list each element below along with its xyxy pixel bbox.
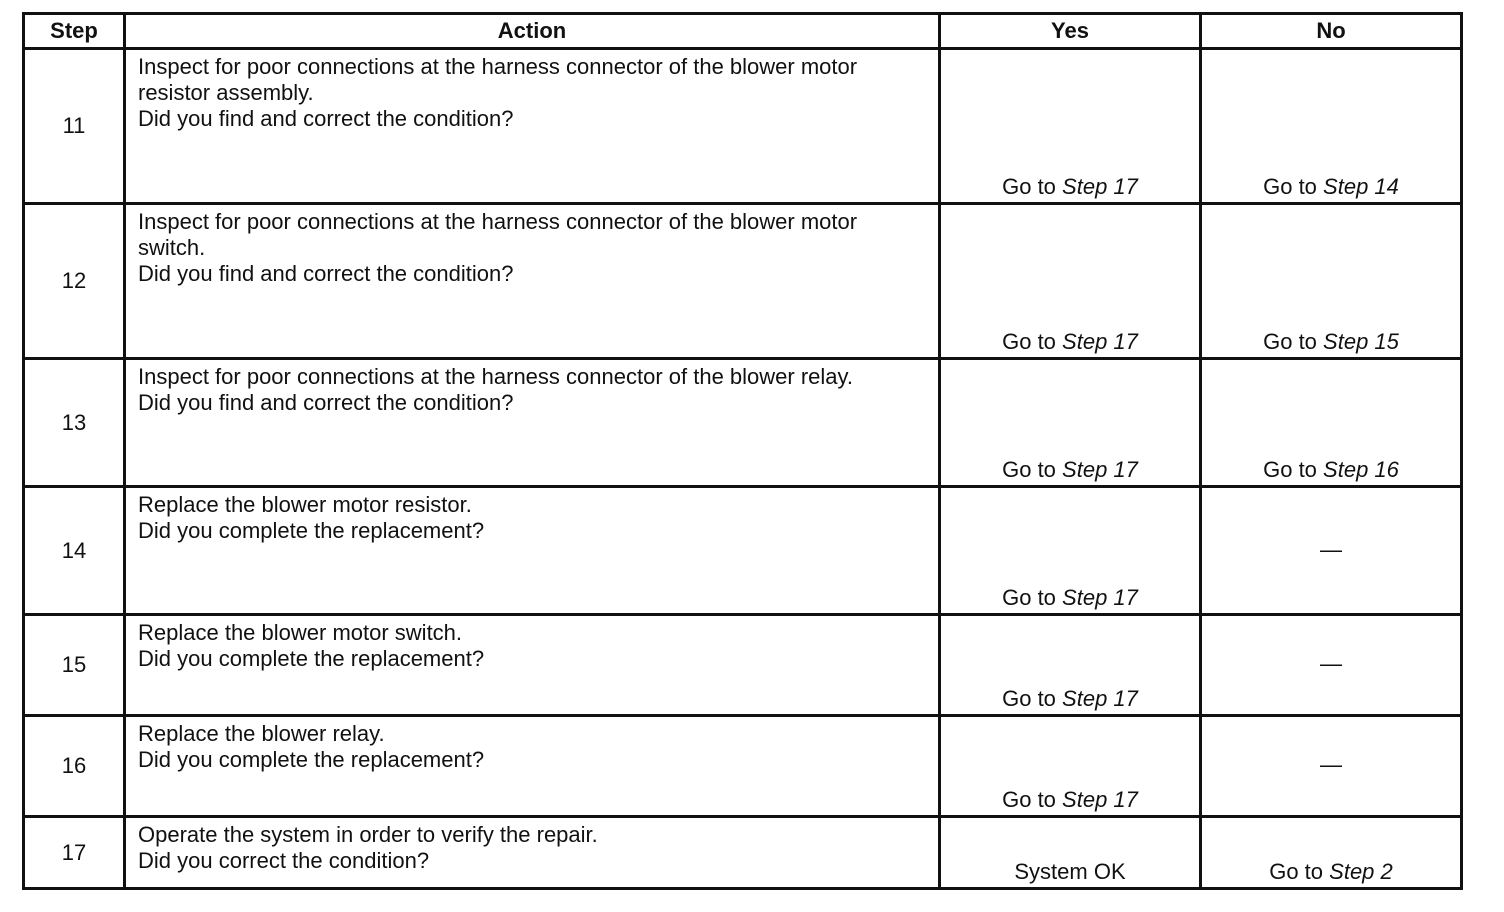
go-to-label: Go to	[1263, 457, 1317, 482]
go-to-label: Go to	[1002, 787, 1056, 812]
no-step-ref: Step 14	[1323, 174, 1399, 199]
no-result-dash: —	[1201, 487, 1462, 615]
no-result	[1201, 204, 1462, 359]
table-row-step-15	[24, 615, 1462, 716]
go-to-label: Go to	[1269, 859, 1324, 884]
header-action: Action	[125, 14, 940, 49]
step-number: 16	[24, 716, 125, 817]
no-step-ref: Step 16	[1323, 457, 1399, 482]
table-row-step-13	[24, 359, 1462, 487]
table-row-step-16	[24, 716, 1462, 817]
go-to-label: Go to	[1002, 585, 1056, 610]
instruction-text: Inspect for poor connections at the harness connector of the blower relay.	[138, 364, 853, 389]
yes-result	[940, 716, 1201, 817]
table-row-step-12	[24, 204, 1462, 359]
no-result	[1201, 817, 1462, 889]
go-to-label: Go to	[1263, 174, 1317, 199]
instruction-text: Inspect for poor connections at the harness connector of the blower motor resistor assembly.	[138, 54, 858, 105]
instruction-text: Operate the system in order to verify the repair.	[138, 822, 598, 847]
instruction-text: Replace the blower motor switch.	[138, 620, 463, 645]
go-to-label: Go to	[1002, 457, 1056, 482]
yes-result	[940, 204, 1201, 359]
action-cell	[125, 817, 940, 889]
instruction-text: Replace the blower relay.	[138, 721, 385, 746]
yes-result	[940, 487, 1201, 615]
action-cell	[125, 615, 940, 716]
step-number: 12	[24, 204, 125, 359]
question-text: Did you find and correct the condition?	[138, 261, 514, 286]
action-cell	[125, 359, 940, 487]
yes-step-ref: Step 17	[1062, 787, 1138, 812]
yes-step-ref: Step 17	[1062, 174, 1138, 199]
question-text: Did you correct the condition?	[138, 848, 430, 873]
action-cell	[125, 204, 940, 359]
yes-result	[940, 359, 1201, 487]
step-number: 17	[24, 817, 125, 889]
yes-step-ref: Step 17	[1062, 686, 1138, 711]
yes-result	[940, 49, 1201, 204]
go-to-label: Go to	[1002, 686, 1056, 711]
yes-step-ref: Step 17	[1062, 585, 1138, 610]
go-to-label: Go to	[1263, 329, 1317, 354]
question-text: Did you complete the replacement?	[138, 646, 485, 671]
question-text: Did you complete the replacement?	[138, 518, 485, 543]
action-cell	[125, 716, 940, 817]
no-result-dash: —	[1201, 615, 1462, 716]
go-to-label: Go to	[1002, 174, 1056, 199]
no-result	[1201, 359, 1462, 487]
instruction-text: Inspect for poor connections at the harness connector of the blower motor switch.	[138, 209, 858, 260]
instruction-text: Replace the blower motor resistor.	[138, 492, 472, 517]
action-cell	[125, 487, 940, 615]
question-text: Did you complete the replacement?	[138, 747, 485, 772]
header-row	[24, 14, 1462, 49]
header-no: No	[1201, 14, 1462, 49]
question-text: Did you find and correct the condition?	[138, 106, 514, 131]
go-to-label: Go to	[1002, 329, 1056, 354]
question-text: Did you find and correct the condition?	[138, 390, 514, 415]
no-result-dash: —	[1201, 716, 1462, 817]
step-number: 13	[24, 359, 125, 487]
no-step-ref: Step 2	[1329, 859, 1393, 884]
yes-step-ref: Step 17	[1062, 457, 1138, 482]
table-row-step-14	[24, 487, 1462, 615]
step-number: 14	[24, 487, 125, 615]
yes-step-ref: Step 17	[1062, 329, 1138, 354]
table-row-step-11	[24, 49, 1462, 204]
yes-result	[940, 615, 1201, 716]
yes-result-system-ok: System OK	[940, 817, 1201, 889]
no-step-ref: Step 15	[1323, 329, 1399, 354]
step-number: 11	[24, 49, 125, 204]
no-result	[1201, 49, 1462, 204]
step-number: 15	[24, 615, 125, 716]
header-step: Step	[24, 14, 125, 49]
action-cell	[125, 49, 940, 204]
table-row-step-17	[24, 817, 1462, 889]
diagnostic-table	[22, 12, 1463, 890]
header-yes: Yes	[940, 14, 1201, 49]
